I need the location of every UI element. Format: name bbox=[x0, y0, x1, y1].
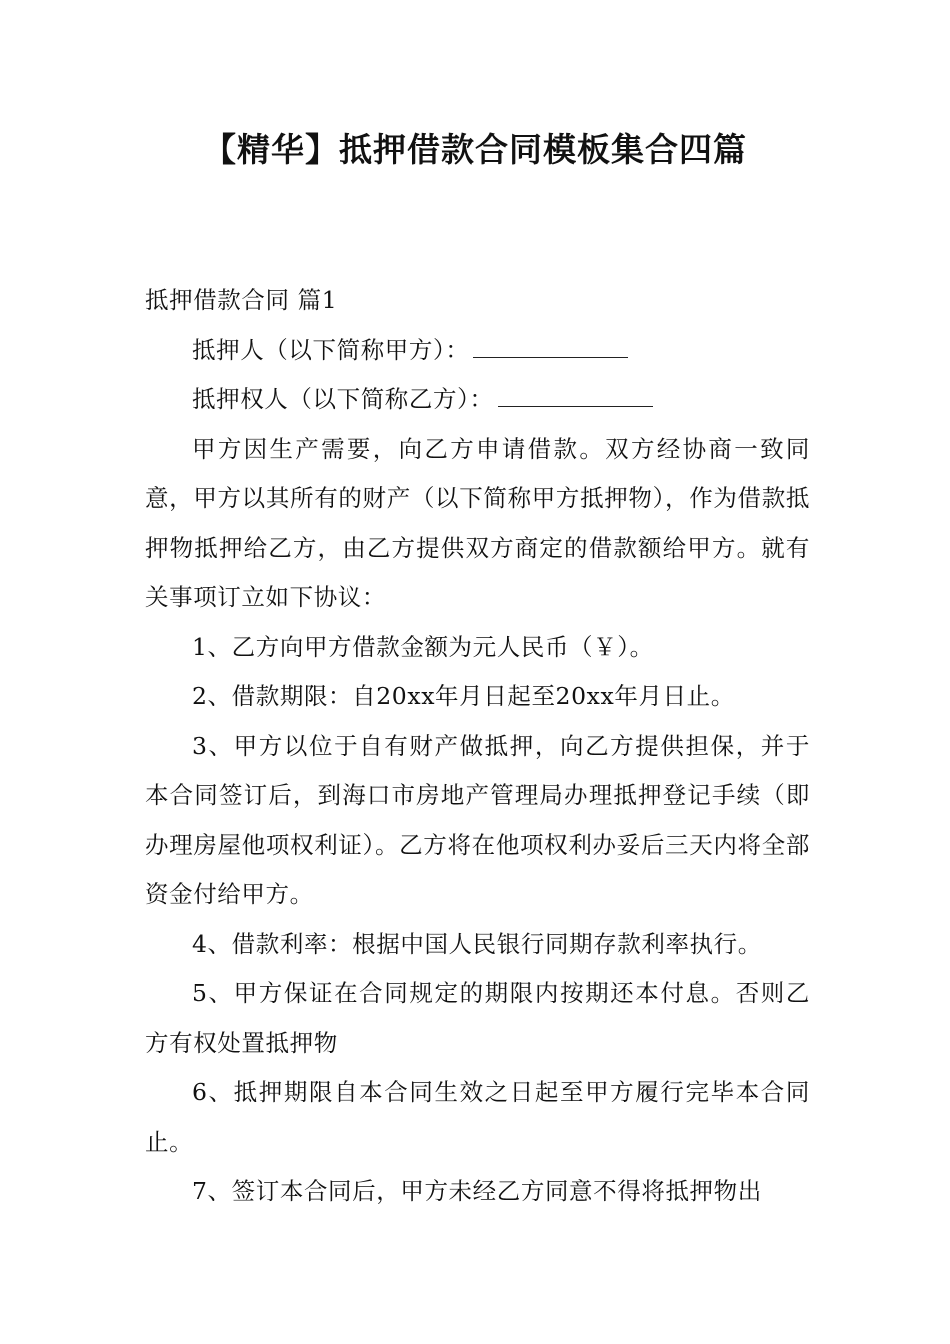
section-heading: 抵押借款合同 篇1 bbox=[145, 286, 338, 314]
mortgagee-blank bbox=[498, 388, 653, 407]
mortgagor-label: 抵押人（以下简称甲方）： bbox=[192, 335, 470, 364]
paragraph-clause-2: 2、借款期限：自20xx年月日起至20xx年月日止。 bbox=[192, 682, 735, 710]
mortgagee-line bbox=[145, 375, 810, 425]
mortgagor-line bbox=[145, 326, 810, 376]
paragraph-clause-1: 1、乙方向甲方借款金额为元人民币（￥）。 bbox=[192, 632, 654, 661]
paragraph-clause-5: 5、甲方保证在合同规定的期限内按期还本付息。否则乙方有权处置抵押物 bbox=[145, 979, 810, 1057]
paragraph-intro: 甲方因生产需要，向乙方申请借款。双方经协商一致同意，甲方以其所有的财产（以下简称甲方抵押物），作为借款抵押物抵押给乙方，由乙方提供双方商定的借款额给甲方。就有关事项订立如下协议： bbox=[145, 434, 810, 611]
document-body bbox=[145, 276, 810, 1217]
document-title: 【精华】抵押借款合同模板集合四篇 bbox=[203, 130, 747, 169]
paragraph-clause-3: 3、甲方以位于自有财产做抵押，向乙方提供担保，并于本合同签订后，到海口市房地产管理局办理抵押登记手续（即办理房屋他项权利证）。乙方将在他项权利办妥后三天内将全部资金付给甲方。 bbox=[145, 731, 810, 908]
paragraph-clause-4: 4、借款利率：根据中国人民银行同期存款利率执行。 bbox=[192, 929, 762, 958]
paragraph-clause-7: 7、签订本合同后，甲方未经乙方同意不得将抵押物出 bbox=[192, 1177, 762, 1205]
paragraph-clause-6: 6、抵押期限自本合同生效之日起至甲方履行完毕本合同止。 bbox=[145, 1078, 810, 1156]
mortgagor-blank bbox=[473, 339, 628, 358]
mortgagee-label: 抵押权人（以下简称乙方）： bbox=[192, 385, 494, 413]
